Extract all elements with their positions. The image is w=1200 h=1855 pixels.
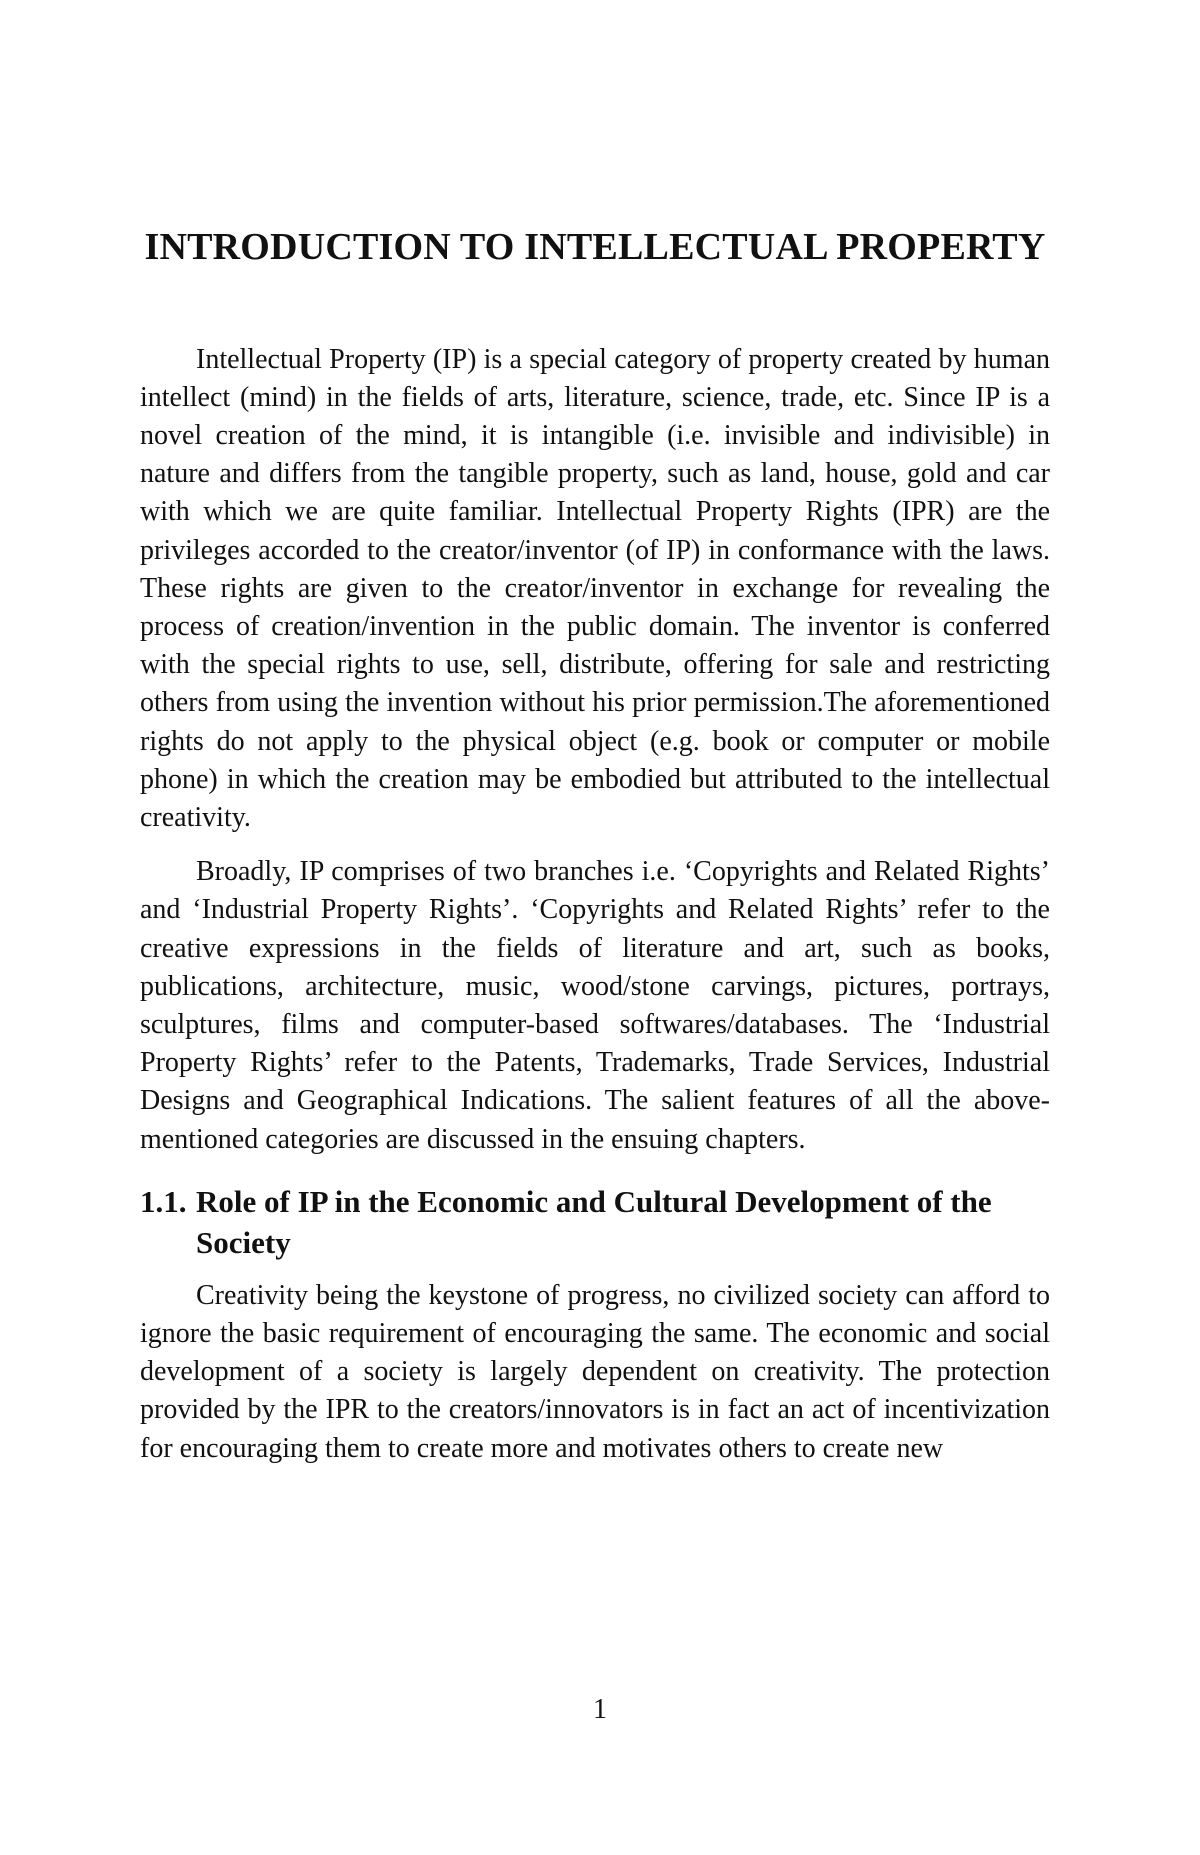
section-heading — [140, 1181, 1050, 1263]
document-title: INTRODUCTION TO INTELLECTUAL PROPERTY — [144, 226, 1046, 268]
section-number: 1.1. — [140, 1183, 187, 1219]
section-paragraph: Creativity being the keystone of progress, no civilized society can afford to ignore the basic requirement of encouraging the same. The economic and social development of a society is largely dependent on creativity. The protection provided by the IPR to the creators/innovators is in fact an act of incentivization for encouraging them to create more and motivates others to create new — [140, 1279, 1050, 1464]
intro-paragraph-2: Broadly, IP comprises of two branches i.e. ‘Copyrights and Related Rights’ and ‘Industrial Property Rights’. ‘Copyrights and Related Rights’ refer to the creative expressions in the fields of literature and art, such as books, publications, architecture, music, wood/stone carvings, pictures, portrays, sculptures, films and computer-based softwares/databases. The ‘Industrial Property Rights’ refer to the Patents, Trademarks, Trade Services, Industrial Designs and Geographical Indications. The salient features of all the above-mentioned categories are discussed in the ensuing chapters. — [140, 856, 1050, 1155]
section-title: Role of IP in the Economic and Cultural Development of the Society — [196, 1183, 992, 1260]
intro-paragraph-1: Intellectual Property (IP) is a special category of property created by human intellect (mind) in the fields of arts, literature, science, trade, etc. Since IP is a novel creation of the mind, it is intangible (i.e. invisible and indivisible) in nature and differs from the tangible property, such as land, house, gold and car with which we are quite familiar. Intellectual Property Rights (IPR) are the privileges accorded to the creator/inventor (of IP) in conformance with the laws. These rights are given to the creator/inventor in exchange for revealing the process of creation/invention in the public domain. The inventor is conferred with the special rights to use, sell, distribute, offering for sale and restricting others from using the invention without his prior permission.The aforementioned rights do not apply to the physical object (e.g. book or computer or mobile phone) in which the creation may be embodied but attributed to the intellectual creativity. — [140, 343, 1050, 834]
page-content — [140, 225, 1050, 1468]
page-number: 1 — [593, 1694, 607, 1725]
